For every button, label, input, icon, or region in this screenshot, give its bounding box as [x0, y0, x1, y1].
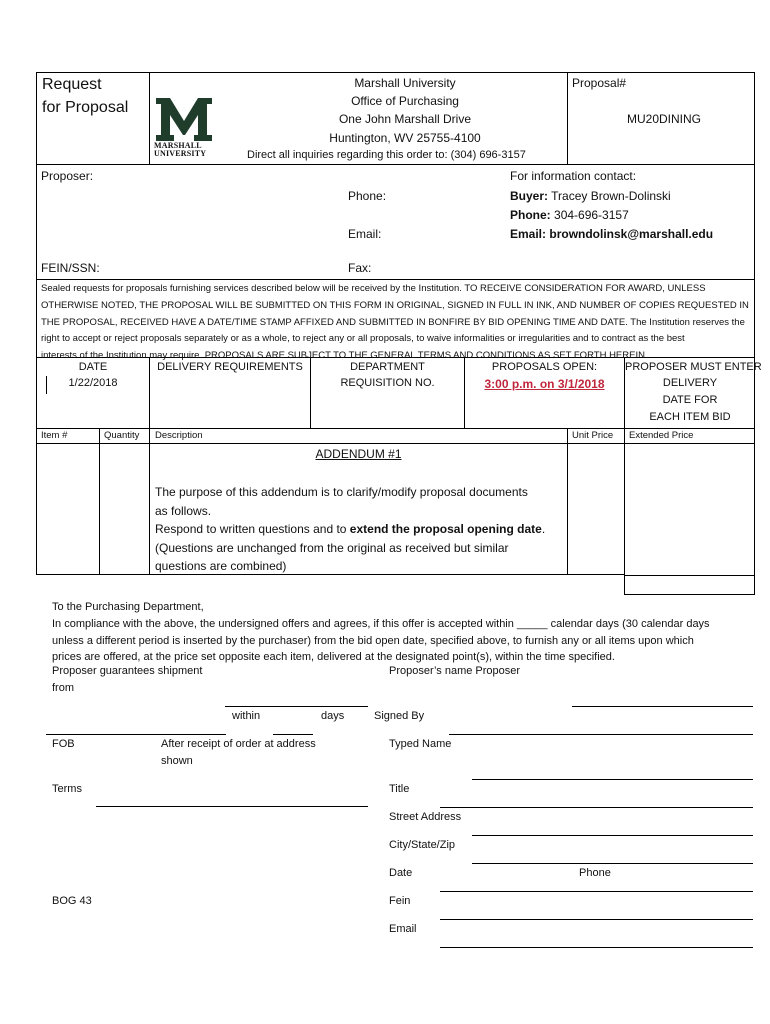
addendum-description — [155, 483, 565, 576]
phone-label: Phone: — [348, 189, 387, 203]
terms-label: Terms — [52, 783, 82, 795]
fob-label: FOB — [52, 738, 75, 750]
proposals-open-value: 3:00 p.m. on 3/1/2018 — [484, 377, 605, 391]
enter-line-2: DELIVERY — [662, 377, 718, 389]
notice-line: right to accept or reject proposals separately or as a whole, to reject any or all proposals, to waive informalities or irregularities and to contract as the best — [41, 333, 685, 345]
fein-label: FEIN/SSN: — [41, 261, 100, 275]
email-label: Email: — [348, 227, 382, 241]
desc-line: as follows. — [155, 503, 212, 518]
form-border-right — [754, 72, 755, 595]
typed-name-label: Typed Name — [389, 738, 452, 750]
fax-label: Fax: — [348, 261, 372, 275]
logo-wordmark-1: MARSHALL — [154, 141, 202, 150]
enter-line-4: EACH ITEM BID — [649, 411, 731, 423]
signed-by-field-line[interactable] — [449, 734, 753, 735]
org-city: Huntington, WV 25755-4100 — [329, 131, 481, 145]
terms-field-line[interactable] — [96, 806, 368, 807]
dept-label-2: REQUISITION NO. — [340, 377, 435, 389]
city-state-zip-field-line[interactable] — [472, 863, 753, 864]
enter-line-1: PROPOSER MUST ENTER — [625, 361, 762, 373]
buyer-label: Buyer: — [510, 189, 549, 203]
desc-line — [155, 520, 565, 539]
guarantee-text: Proposer guarantees shipment — [52, 665, 203, 677]
contact-email-value[interactable]: browndolinsk@marshall.edu — [549, 227, 714, 241]
notice-line: Sealed requests for proposals furnishing services described below will be received by the Institution. TO RECEIVE CONSIDERATION FOR AWARD, UNLESS — [41, 283, 706, 294]
contact-phone-value: 304-696-3157 — [554, 208, 629, 222]
col-item: Item # — [41, 430, 68, 441]
shipment-from-line[interactable] — [225, 706, 368, 707]
street-address-label: Street Address — [389, 811, 462, 823]
date-phone-field-line[interactable] — [440, 891, 753, 892]
form-border-left — [36, 72, 37, 575]
col-line-unit — [567, 428, 568, 575]
col-line-item — [99, 428, 100, 575]
extended-price-box-bottom — [624, 594, 755, 595]
notice-line: THE PROPOSAL, RECEIVED HAVE A DATE/TIME STAMP AFFIXED AND SUBMITTED IN BONFIRE BY BID OPENING TIME AND DATE. The Institution reserves the — [41, 316, 745, 328]
rfp-title-line1: Request — [42, 76, 102, 93]
proposal-number: MU20DINING — [627, 112, 702, 126]
typed-name-field-line[interactable] — [472, 779, 753, 780]
compliance-line: In compliance with the above, the undersigned offers and agrees, if this offer is accepted within _____ calendar days (30 calendar days — [52, 618, 710, 630]
org-office: Office of Purchasing — [351, 94, 459, 108]
contact-phone-line — [510, 208, 629, 222]
date-label: DATE — [78, 361, 108, 373]
contact-email-line — [510, 227, 713, 241]
within-text: within — [232, 710, 261, 722]
desc-line: The purpose of this addendum is to clarify/modify proposal documents — [155, 485, 528, 499]
delivery-requirements-label: DELIVERY REQUIREMENTS — [157, 361, 303, 373]
title-label: Title — [389, 783, 410, 795]
after-receipt-1: After receipt of order at address — [161, 738, 316, 750]
proposals-open-label: PROPOSALS OPEN: — [491, 361, 598, 373]
proposer-name-field-line[interactable] — [572, 706, 753, 707]
proposer-name-label: Proposer’s name Proposer — [389, 665, 521, 677]
info-col-line-1 — [149, 357, 150, 575]
org-name: Marshall University — [354, 76, 456, 90]
desc-line-part: . — [541, 522, 546, 536]
desc-line: (Questions are unchanged from the original as received but similar — [155, 540, 509, 555]
header-divider-2 — [567, 72, 568, 165]
marshall-logo — [154, 95, 214, 159]
contact-heading: For information contact: — [510, 169, 637, 183]
col-header-bottom-line — [36, 443, 755, 444]
rfp-title-line2: for Proposal — [42, 99, 129, 116]
fob-field-line[interactable] — [46, 734, 226, 735]
desc-emphasis: extend the proposal opening date — [349, 522, 542, 536]
title-field-line[interactable] — [440, 807, 753, 808]
info-col-line-4 — [624, 357, 625, 595]
notice-line: OTHERWISE NOTED, THE PROPOSAL WILL BE SUBMITTED ON THIS FORM IN ORIGINAL, SIGNED IN FULL IN INK, AND NUMBER OF COPIES REQUESTED IN — [41, 299, 749, 311]
buyer-name: Tracey Brown-Dolinski — [551, 189, 671, 203]
form-border-top — [36, 72, 755, 73]
enter-line-3: DATE FOR — [662, 394, 718, 406]
inquiries-line: Direct all inquiries regarding this order to: (304) 696-3157 — [247, 149, 526, 161]
proposal-label: Proposal# — [572, 76, 627, 90]
buyer-line — [510, 189, 671, 203]
header-divider-1 — [149, 72, 150, 165]
org-street: One John Marshall Drive — [338, 112, 472, 126]
col-extended-price: Extended Price — [629, 430, 694, 441]
desc-line: questions are combined) — [155, 559, 287, 573]
notice-line: interests of the Institution may require. PROPOSALS ARE SUBJECT TO THE GENERAL TERMS AND CONDITIONS AS SET FORTH HEREIN. — [41, 350, 648, 362]
compliance-line: unless a different period is inserted by the purchaser) from the bid open date, specified above, to furnish any or all items upon which — [52, 634, 694, 647]
dept-label-1: DEPARTMENT — [350, 361, 425, 373]
compliance-paragraph — [52, 616, 710, 666]
email-field-label: Email — [389, 923, 417, 935]
notice-paragraph — [41, 281, 749, 365]
days-text: days — [321, 710, 345, 722]
phone-field-label: Phone — [579, 867, 611, 879]
proposer-bottom-line — [36, 279, 755, 280]
desc-line-part: Respond to written questions and to — [155, 522, 350, 536]
extended-price-box-top — [624, 575, 755, 576]
col-quantity: Quantity — [104, 430, 140, 441]
info-row-bottom-line — [36, 428, 755, 429]
col-unit-price: Unit Price — [572, 430, 614, 441]
date-value: 1/22/2018 — [68, 377, 118, 389]
compliance-line: prices are offered, at the price set opposite each item, delivered at the designated point(s), within the time specified. — [52, 651, 615, 663]
signed-by-label: Signed By — [374, 710, 425, 722]
email-field-line[interactable] — [440, 947, 753, 948]
logo-wordmark-2: UNIVERSITY — [154, 149, 207, 158]
after-receipt-2: shown — [161, 755, 193, 767]
contact-phone-label: Phone: — [510, 208, 551, 222]
to-purchasing-line: To the Purchasing Department, — [52, 601, 204, 613]
proposer-label: Proposer: — [41, 169, 94, 183]
from-text: from — [52, 682, 74, 694]
fein-field-label: Fein — [389, 895, 411, 907]
contact-email-label: Email: — [510, 227, 547, 241]
fein-field-line[interactable] — [440, 919, 753, 920]
header-bottom-line — [36, 164, 755, 165]
bog-label: BOG 43 — [52, 895, 92, 907]
city-state-zip-label: City/State/Zip — [389, 839, 456, 851]
days-field-line[interactable] — [273, 734, 313, 735]
street-address-field-line[interactable] — [472, 835, 753, 836]
col-description: Description — [155, 430, 203, 441]
date-field-label: Date — [389, 867, 413, 879]
addendum-title: ADDENDUM #1 — [315, 447, 402, 461]
